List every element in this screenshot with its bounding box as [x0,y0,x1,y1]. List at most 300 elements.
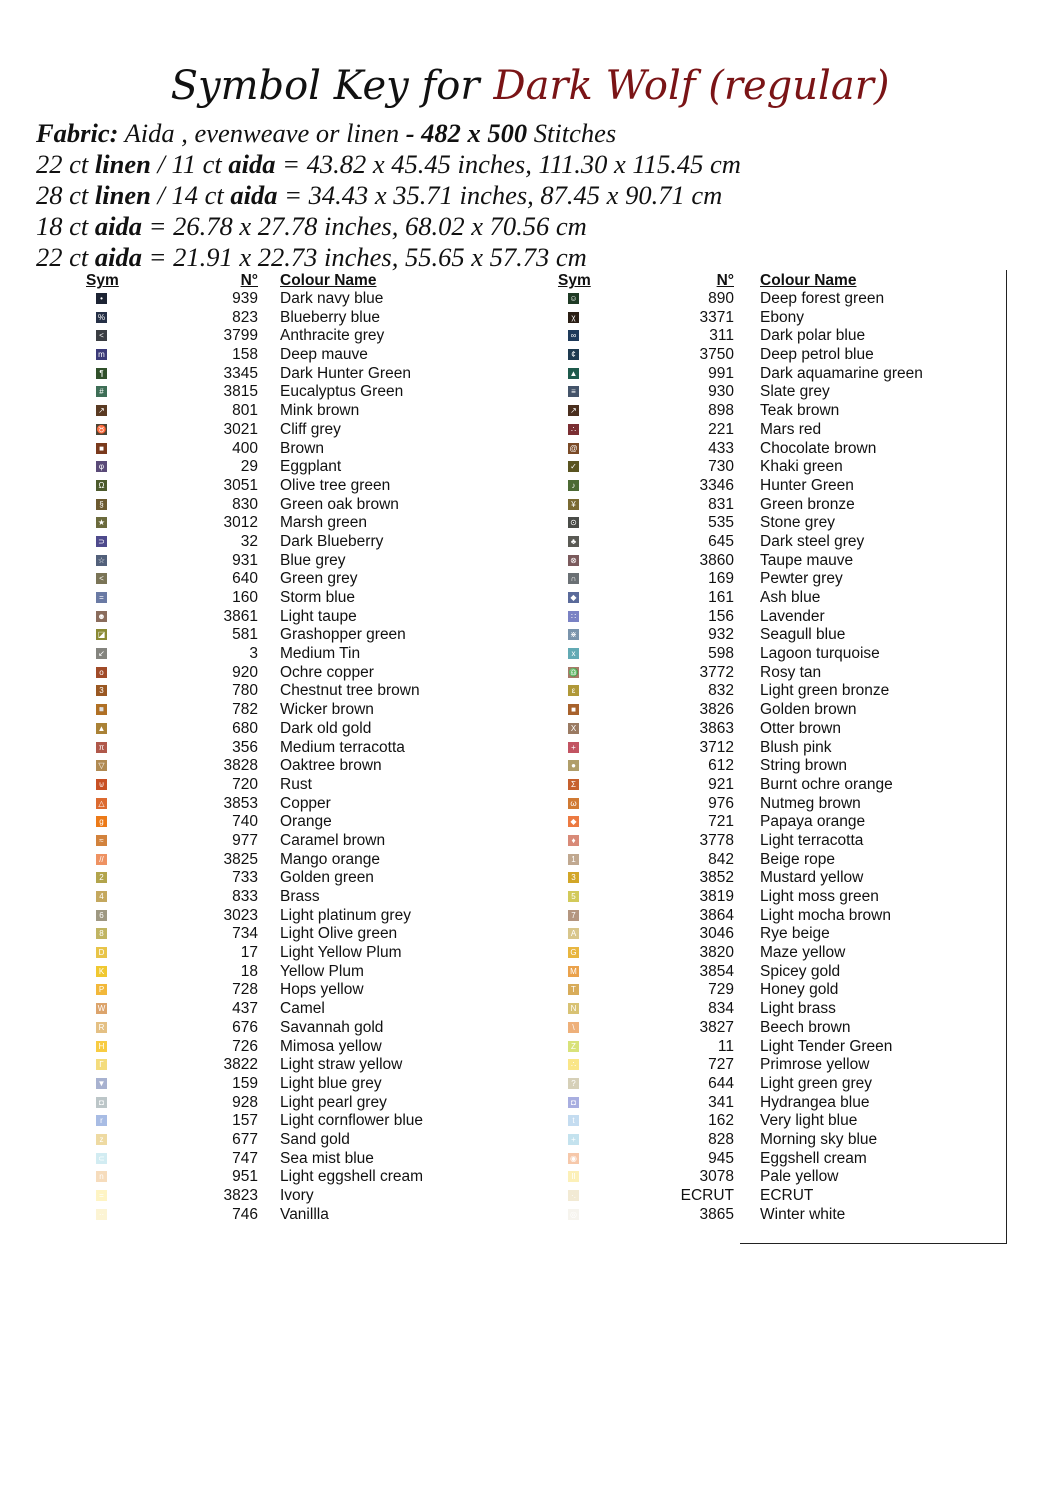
symbol-swatch: ◽ [96,705,107,715]
symbol-swatch: ■ [96,443,107,454]
symbol-swatch: ▽ [96,760,107,771]
symbol-swatch: ⋇ [568,629,579,640]
symbol-swatch: ·· [96,1209,107,1220]
thread-number: 3021 [223,420,258,438]
symbol-swatch: N [568,1003,579,1014]
thread-number: 721 [708,813,734,831]
thread-number: 433 [708,439,734,457]
left-header-name: Colour Name [280,272,377,289]
symbol-swatch: ✓ [568,461,579,472]
symbol-swatch: < [96,573,107,584]
thread-number: 733 [232,869,258,887]
colour-name: Medium terracotta [280,738,405,756]
colour-name: Taupe mauve [760,551,854,569]
thread-number: 3819 [699,888,734,905]
thread-number: 3778 [699,831,734,849]
symbol-swatch: ♎ [568,667,579,677]
colour-name: Light green bronze [760,682,890,700]
symbol-swatch: 3 [568,872,579,883]
colour-name: Storm blue [280,589,355,606]
thread-number: 890 [708,290,734,307]
colour-name: String brown [760,757,848,775]
symbol-swatch: ◎ [568,1209,579,1220]
thread-number: 920 [232,663,258,681]
thread-number: 3772 [699,663,734,681]
color-row [0,1150,1000,1169]
symbol-swatch: + [568,1134,579,1145]
size-mid: / 11 ct [157,149,222,179]
colour-name: Medium Tin [280,645,361,663]
thread-number: 3826 [699,701,734,719]
thread-number: 598 [708,645,734,663]
thread-number: 221 [708,420,734,438]
color-row [0,720,1000,739]
thread-number: 951 [232,1168,258,1186]
symbol-swatch: @ [569,443,578,453]
symbol-swatch: ω [568,798,579,809]
colour-name: Ivory [280,1187,314,1204]
symbol-swatch: ◘ [568,1097,579,1108]
color-row [0,813,1000,832]
colour-name: Blueberry blue [280,308,380,326]
color-row [0,981,1000,1000]
colour-name: Deep forest green [760,290,885,307]
symbol-swatch: ε [568,685,579,696]
symbol-swatch: ⊙ [568,517,579,528]
size-mid: / 14 ct [157,180,224,210]
symbol-swatch: ■ [568,704,579,715]
thread-number: 437 [232,1000,258,1018]
thread-number: 3012 [223,514,258,532]
colour-name: Teak brown [760,402,840,420]
colour-name: Golden brown [760,701,857,719]
symbol-swatch: % [97,312,106,322]
thread-number: 3046 [699,925,734,943]
colour-name: Burnt ochre orange [760,775,893,793]
thread-number: 3853 [223,794,258,812]
thread-number: 3860 [699,551,734,569]
color-row [0,851,1000,870]
symbol-swatch: ♦ [568,835,579,846]
color-row [0,682,1000,701]
symbol-swatch: ⊃ [96,536,107,547]
colour-name: Marsh green [280,514,368,532]
symbol-swatch: ⊂ [96,1153,107,1164]
symbol-swatch: W [97,1004,106,1014]
symbol-swatch: Σ [568,779,579,790]
thread-number: 3799 [223,327,258,345]
symbol-swatch: + [568,742,579,753]
colour-name: Mustard yellow [760,869,864,887]
thread-number: 162 [708,1112,734,1130]
thread-number: 730 [708,458,734,476]
colour-name: Light pearl grey [280,1093,387,1111]
size-dims: = 34.43 x 35.71 inches, 87.45 x 90.71 cm [284,180,723,210]
thread-number: 831 [708,495,734,513]
colour-name: Copper [280,794,331,812]
thread-number: 3865 [699,1205,734,1223]
symbol-swatch: ▼ [97,1078,106,1088]
size-fabric-1: linen [94,149,151,179]
color-row [0,832,1000,851]
thread-number: 156 [708,607,734,625]
colour-name: Light Yellow Plum [280,944,402,962]
colour-name: Mango orange [280,850,380,868]
thread-number: 3078 [699,1168,734,1186]
symbol-swatch: g [96,816,107,827]
symbol-swatch: ♉ [96,424,107,434]
thread-number: 581 [232,626,258,644]
symbol-swatch: D [96,947,107,958]
color-row [0,421,1000,440]
colour-name: Eggshell cream [760,1149,867,1167]
thread-number: 160 [232,589,258,606]
symbol-swatch: // [96,854,107,865]
color-row [0,570,1000,589]
color-row [0,757,1000,776]
colour-name: Green bronze [760,495,855,513]
colour-name: Green grey [280,570,358,588]
colour-name: Slate grey [760,383,830,401]
symbol-swatch: χ [568,312,579,323]
symbol-swatch: x [568,648,579,659]
colour-name: Orange [280,813,332,831]
symbol-swatch: P [96,984,107,995]
color-row [0,514,1000,533]
symbol-swatch: ▲ [97,723,106,733]
symbol-swatch: ★ [97,518,106,528]
color-row [0,589,1000,608]
color-row [0,1094,1000,1113]
symbol-swatch: ≡ [568,386,579,397]
size-count: 22 ct [36,149,89,179]
symbol-swatch: ◘ [96,1097,107,1108]
thread-number: 830 [232,495,258,513]
colour-name: Winter white [760,1205,846,1223]
color-row [0,1112,1000,1131]
colour-name: Dark Blueberry [280,532,384,550]
thread-number: 833 [232,888,258,905]
size-count: 22 ct [36,242,89,272]
colour-name: Pale yellow [760,1168,839,1186]
symbol-swatch: ↗ [96,405,107,416]
thread-number: 3815 [223,383,258,401]
size-fabric-2: aida [228,149,276,179]
thread-number: 782 [232,701,258,719]
symbol-swatch: ∴ [568,1059,579,1070]
thread-number: 928 [232,1093,258,1111]
symbol-swatch: ≈ [96,835,107,846]
symbol-swatch: o [96,667,107,678]
colour-name: Brass [280,888,320,905]
symbol-swatch: ¢ [568,349,579,360]
thread-number: 158 [232,346,258,364]
symbol-swatch: ∞ [568,330,579,341]
title-prefix: Symbol Key for [170,63,480,109]
thread-number: 828 [708,1130,734,1148]
symbol-swatch: ◪ [97,630,106,640]
color-row [0,346,1000,365]
colour-name: Light brass [760,1000,836,1018]
symbol-swatch: π [96,742,107,753]
symbol-swatch: ⊗ [568,555,579,566]
size-fabric-1: aida [94,242,142,272]
thread-number: 842 [708,850,734,868]
fabric-sep: - [405,118,415,148]
colour-name: Maze yellow [760,944,846,962]
symbol-swatch: ◆ [568,816,579,827]
size-count: 28 ct [36,180,89,210]
color-row [0,963,1000,982]
symbol-swatch: Ω [96,480,107,491]
thread-number: 932 [708,626,734,644]
thread-number: 945 [708,1149,734,1167]
colour-name: Golden green [280,869,374,887]
colour-name: Oaktree brown [280,757,382,775]
thread-number: 3346 [699,476,734,494]
thread-number: 991 [708,364,734,382]
color-row [0,1075,1000,1094]
colour-name: Light cornflower blue [280,1112,424,1130]
color-row [0,477,1000,496]
symbol-swatch: ↙ [96,648,107,659]
size-fabric-1: aida [94,211,142,241]
thread-number: 311 [709,327,734,345]
thread-number: 834 [708,1000,734,1018]
colour-name: ECRUT [760,1187,814,1204]
color-row [0,1187,1000,1206]
colour-name: Dark old gold [280,719,372,737]
colour-name: Eucalyptus Green [280,383,404,401]
color-row [0,458,1000,477]
color-row [0,552,1000,571]
thread-number: 720 [232,775,258,793]
colour-name: Light blue grey [280,1074,382,1092]
colour-name: Light taupe [280,607,357,625]
thread-number: 157 [232,1112,258,1130]
colour-name: Light Olive green [280,925,398,943]
size-line [36,149,741,180]
color-row [0,533,1000,552]
symbol-swatch: 4 [96,891,107,902]
size-dims: = 26.78 x 27.78 inches, 68.02 x 70.56 cm [148,211,587,241]
color-row [0,1168,1000,1187]
symbol-swatch: 3 [96,685,107,696]
size-line [36,211,741,242]
symbol-swatch: ·. [568,1190,579,1201]
symbol-swatch: ∩ [568,573,579,584]
right-color-list [0,290,1000,1224]
colour-name: Sand gold [280,1130,350,1148]
symbol-swatch: ↗ [568,405,579,416]
color-row [0,327,1000,346]
colour-name: Light Tender Green [760,1037,893,1055]
thread-number: 3825 [223,850,258,868]
colour-name: Chestnut tree brown [280,682,420,700]
right-header-num: N° [716,272,734,289]
size-dims: = 21.91 x 22.73 inches, 55.65 x 57.73 cm [148,242,587,272]
colour-name: Sea mist blue [280,1149,374,1167]
symbol-swatch: G [568,947,579,958]
symbol-swatch: ◉ [568,1153,579,1164]
color-row [0,1019,1000,1038]
color-row [0,626,1000,645]
colour-name: Blue grey [280,551,346,569]
fabric-line [36,118,741,149]
thread-number: 3861 [223,607,258,625]
right-header-sym: Sym [558,272,591,289]
fabric-specs [36,118,741,273]
thread-number: 727 [708,1056,734,1074]
colour-name: Ebony [760,308,804,326]
colour-name: Seagull blue [760,626,846,644]
symbol-swatch: T [568,984,579,995]
color-row [0,664,1000,683]
thread-number: 3823 [223,1187,258,1204]
thread-number: 3854 [699,962,734,980]
thread-number: 740 [232,813,258,831]
colour-name: Mars red [760,420,822,438]
color-row [0,645,1000,664]
colour-name: Lagoon turquoise [760,645,880,663]
colour-name: Hydrangea blue [760,1093,870,1111]
color-row [0,440,1000,459]
color-row [0,402,1000,421]
thread-number: 746 [232,1205,258,1223]
symbol-swatch: • [96,293,107,304]
symbol-swatch: A [568,928,579,939]
colour-name: Rosy tan [760,663,822,681]
thread-number: 747 [232,1149,258,1167]
symbol-swatch: = [96,592,107,603]
colour-name: Dark aquamarine green [760,364,923,382]
thread-number: 159 [232,1074,258,1092]
color-row [0,888,1000,907]
colour-name: Light moss green [760,888,879,905]
thread-number: 3023 [223,906,258,924]
symbol-swatch: φ [96,461,107,472]
size-fabric-2: aida [230,180,278,210]
symbol-swatch: ∷ [568,611,579,622]
colour-name: Camel [280,1000,325,1018]
thread-number: 3750 [699,346,734,364]
table-border-right [1006,270,1007,1244]
colour-name: Spicey gold [760,962,841,980]
fabric-size: 482 x 500 [421,118,528,148]
color-row [0,795,1000,814]
symbol-swatch: X [568,723,579,734]
thread-number: 734 [232,925,258,943]
colour-name: Honey gold [760,981,839,999]
thread-number: 3345 [223,364,258,382]
symbol-swatch: 1 [568,854,579,865]
color-row [0,944,1000,963]
colour-name: Otter brown [760,719,841,737]
colour-name: Light straw yellow [280,1056,403,1074]
thread-number: 169 [708,570,734,588]
colour-name: Grashopper green [280,626,406,644]
thread-number: 976 [708,794,734,812]
colour-name: Lavender [760,607,825,625]
thread-number: 680 [232,719,258,737]
colour-name: Yellow Plum [280,962,364,980]
symbol-swatch: r [96,1115,107,1126]
colour-name: Cliff grey [280,420,341,438]
colour-name: Deep mauve [280,346,368,364]
colour-name: Rye beige [760,925,830,943]
symbol-swatch: △ [96,798,107,809]
color-row [0,776,1000,795]
colour-name: Olive tree green [280,476,391,494]
thread-number: 939 [232,290,258,307]
thread-number: 644 [708,1074,734,1092]
colour-name: Morning sky blue [760,1130,878,1148]
thread-number: 729 [708,981,734,999]
thread-number: 612 [708,757,734,775]
colour-name: Anthracite grey [280,327,385,345]
symbol-swatch: z [96,1134,107,1145]
color-row [0,1038,1000,1057]
colour-name: Blush pink [760,738,832,756]
colour-name: Eggplant [280,458,342,476]
color-row [0,907,1000,926]
thread-number: 728 [232,981,258,999]
symbol-swatch: n [96,1171,107,1182]
thread-number: 977 [232,831,258,849]
color-row [0,1056,1000,1075]
size-fabric-1: linen [94,180,151,210]
thread-number: 29 [240,458,258,476]
thread-number: 3 [249,645,258,663]
symbol-swatch: ◆ [568,592,579,603]
color-row [0,383,1000,402]
thread-number: 341 [708,1093,734,1111]
color-row [0,1206,1000,1225]
thread-number: 18 [240,962,258,980]
colour-name: Primrose yellow [760,1056,870,1074]
thread-number: 3827 [699,1018,734,1036]
thread-number: 3863 [699,719,734,737]
color-row [0,496,1000,515]
colour-name: Dark navy blue [280,290,384,307]
symbol-swatch: ♣ [568,536,579,547]
thread-number: 3371 [699,308,734,326]
symbol-swatch: ¶ [96,368,107,379]
color-row [0,365,1000,384]
thread-number: 3712 [699,738,734,756]
size-line [36,242,741,273]
symbol-swatch: M [568,966,579,977]
colour-name: Khaki green [760,458,843,476]
colour-name: Light green grey [760,1074,873,1092]
symbol-swatch: II [568,1171,579,1182]
thread-number: 32 [240,532,258,550]
thread-number: ECRUT [680,1187,734,1204]
thread-number: 640 [232,570,258,588]
symbol-swatch: R [96,1022,107,1033]
symbol-swatch: # [96,386,107,397]
symbol-swatch: ● [568,760,579,771]
symbol-swatch: 2 [96,872,107,883]
symbol-swatch: ⊍ [96,779,107,790]
thread-number: 677 [232,1130,258,1148]
symbol-swatch: § [96,499,107,510]
colour-name: Light mocha brown [760,906,891,924]
symbol-swatch: = [96,1190,107,1201]
thread-number: 823 [232,308,258,326]
symbol-swatch: 5 [568,891,579,902]
colour-name: Savannah gold [280,1018,384,1036]
